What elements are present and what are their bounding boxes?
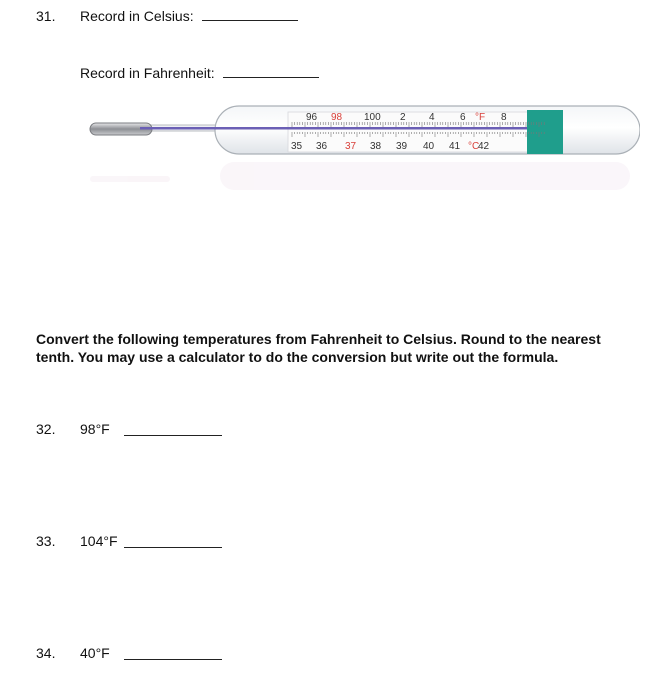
question-34-value: 40°F	[80, 645, 110, 661]
celsius-tick-label: 37	[345, 141, 357, 152]
fahrenheit-tick-label: 2	[400, 112, 406, 123]
celsius-tick-label: 41	[449, 141, 461, 152]
celsius-tick-label: 39	[396, 141, 408, 152]
question-32-value: 98°F	[80, 421, 110, 437]
fahrenheit-tick-label: °F	[475, 112, 486, 123]
celsius-tick-label: 35	[291, 141, 303, 152]
celsius-tick-label: 36	[316, 141, 328, 152]
fahrenheit-tick-label: 8	[501, 112, 507, 123]
celsius-tick-label: 42	[478, 141, 490, 152]
celsius-label: Record in Celsius:	[80, 8, 194, 24]
question-33-answer-line[interactable]	[124, 535, 222, 548]
fahrenheit-tick-label: 6	[460, 112, 466, 123]
celsius-tick-label: 40	[423, 141, 435, 152]
question-34-answer-line[interactable]	[124, 647, 222, 660]
thermometer-image	[80, 96, 640, 206]
celsius-tick-label: °C	[468, 141, 480, 152]
fahrenheit-tick-label: 4	[429, 112, 435, 123]
question-32-answer-line[interactable]	[124, 423, 222, 436]
thermometer-reflection	[90, 162, 630, 190]
question-34-number: 34.	[36, 645, 56, 661]
question-31-number: 31.	[36, 8, 56, 24]
instructions: Convert the following temperatures from Fahrenheit to Celsius. Round to the nearest tenth. You may use a calculator to do the conversion but write out the formula.	[36, 331, 601, 365]
fahrenheit-tick-label: 98	[331, 112, 343, 123]
thermometer-scale	[288, 112, 550, 152]
mercury-column	[140, 127, 538, 130]
thermometer-cap	[527, 110, 563, 154]
question-33-number: 33.	[36, 533, 56, 549]
celsius-prompt	[80, 8, 298, 24]
fahrenheit-tick-label: 96	[306, 112, 318, 123]
fahrenheit-prompt	[80, 65, 319, 81]
question-33-value: 104°F	[80, 533, 118, 549]
celsius-tick-label: 38	[370, 141, 382, 152]
fahrenheit-answer-line[interactable]	[223, 65, 319, 78]
fahrenheit-label: Record in Fahrenheit:	[80, 65, 215, 81]
celsius-answer-line[interactable]	[202, 8, 298, 21]
fahrenheit-tick-label: 100	[364, 112, 381, 123]
question-32-number: 32.	[36, 421, 56, 437]
